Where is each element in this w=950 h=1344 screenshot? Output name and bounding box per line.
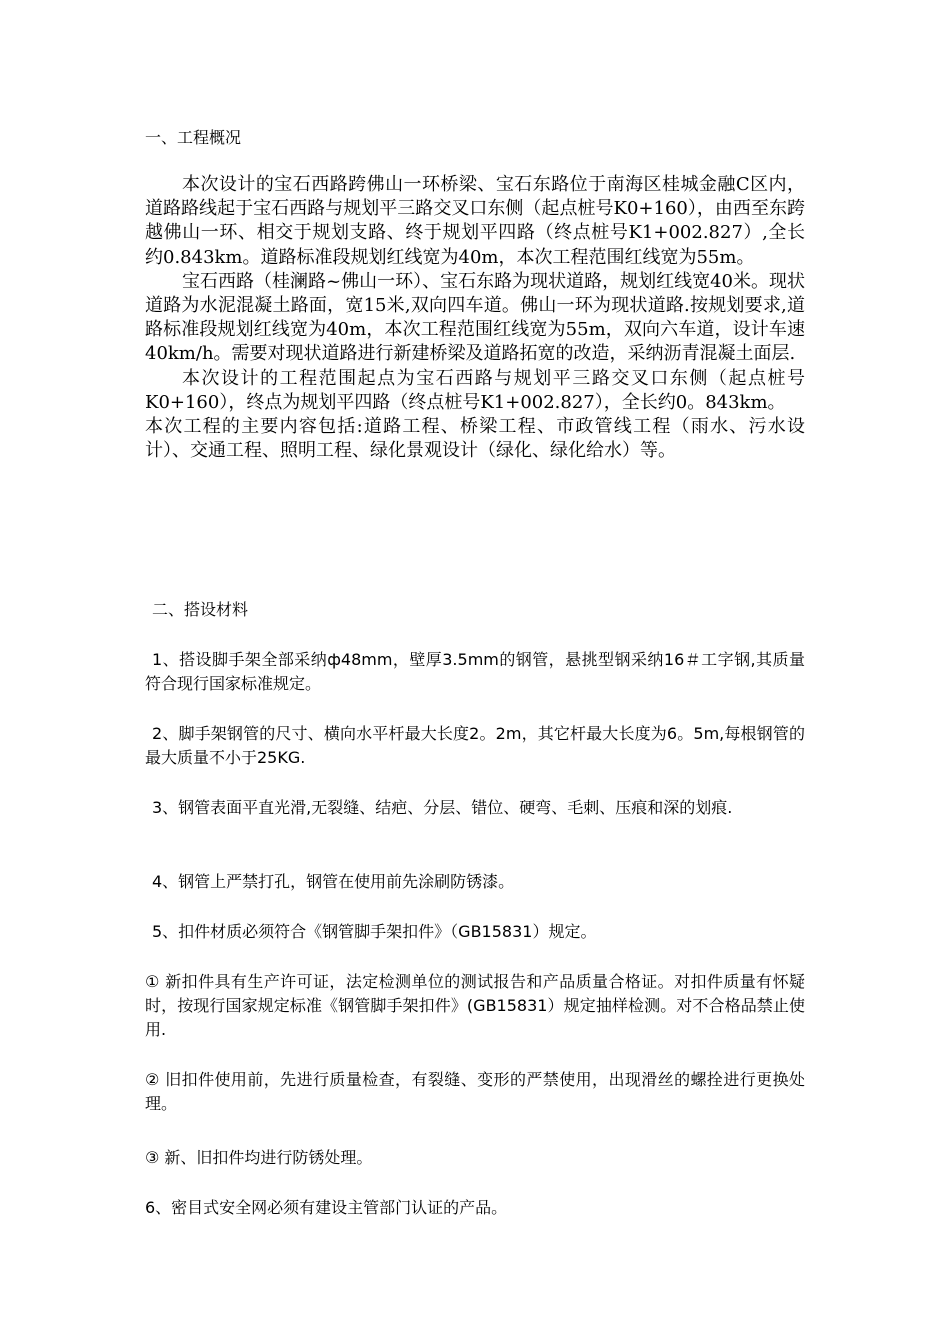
- section-heading-materials: 二、搭设材料: [152, 600, 249, 619]
- materials-item: 2、脚手架钢管的尺寸、横向水平杆最大长度2。2m，其它杆最大长度为6。5m,每根钢管的最大质量不小于25KG.: [145, 724, 805, 767]
- materials-item: 1、搭设脚手架全部采纳ф48mm，壁厚3.5mm的钢管，悬挑型钢采纳16＃工字钢,其质量符合现行国家标准规定。: [145, 650, 805, 693]
- materials-item: 4、钢管上严禁打孔，钢管在使用前先涂刷防锈漆。: [152, 872, 515, 891]
- materials-subitem: ③ 新、旧扣件均进行防锈处理。: [145, 1148, 373, 1167]
- materials-subitem: ② 旧扣件使用前，先进行质量检查，有裂缝、变形的严禁使用，出现滑丝的螺拴进行更换处理。: [145, 1070, 805, 1113]
- overview-paragraph: 本次设计的工程范围起点为宝石西路与规划平三路交叉口东侧（起点桩号K0+160），终点为规划平四路（终点桩号K1+002.827），全长约0。843km。: [145, 367, 805, 413]
- materials-subitem: ① 新扣件具有生产许可证，法定检测单位的测试报告和产品质量合格证。对扣件质量有怀疑时，按现行国家规定标准《钢管脚手架扣件》(GB15831）规定抽样检测。对不合格品禁止使用.: [145, 972, 805, 1039]
- overview-paragraph: 本次设计的宝石西路跨佛山一环桥梁、宝石东路位于南海区桂城金融C区内，道路路线起于宝石西路与规划平三路交叉口东侧（起点桩号K0+160），由西至东跨越佛山一环、相交于规划支路、终于规划平四路（终点桩号K1+002.827）,全长约0.843km。道路标准段规划红线宽为40m，本次工程范围红线宽为55m。: [145, 174, 805, 268]
- section-heading-overview: 一、工程概况: [145, 128, 242, 147]
- overview-paragraph: 宝石西路（桂澜路~佛山一环）、宝石东路为现状道路，规划红线宽40米。现状道路为水泥混凝土路面，宽15米,双向四车道。佛山一环为现状道路.按规划要求,道路标准段规划红线宽为40m，本次工程范围红线宽为55m，双向六车道，设计车速40km/h。需要对现状道路进行新建桥梁及道路拓宽的改造，采纳沥青混凝土面层.: [145, 270, 805, 365]
- materials-item: 3、钢管表面平直光滑,无裂缝、结疤、分层、错位、硬弯、毛刺、压痕和深的划痕.: [152, 798, 733, 817]
- materials-item: 5、扣件材质必须符合《钢管脚手架扣件》（GB15831）规定。: [152, 922, 597, 941]
- overview-paragraph: 本次工程的主要内容包括:道路工程、桥梁工程、市政管线工程（雨水、污水设计）、交通工程、照明工程、绿化景观设计（绿化、绿化给水）等。: [145, 416, 805, 462]
- materials-item: 6、密目式安全网必须有建设主管部门认证的产品。: [145, 1198, 508, 1217]
- overview-body: [145, 173, 805, 463]
